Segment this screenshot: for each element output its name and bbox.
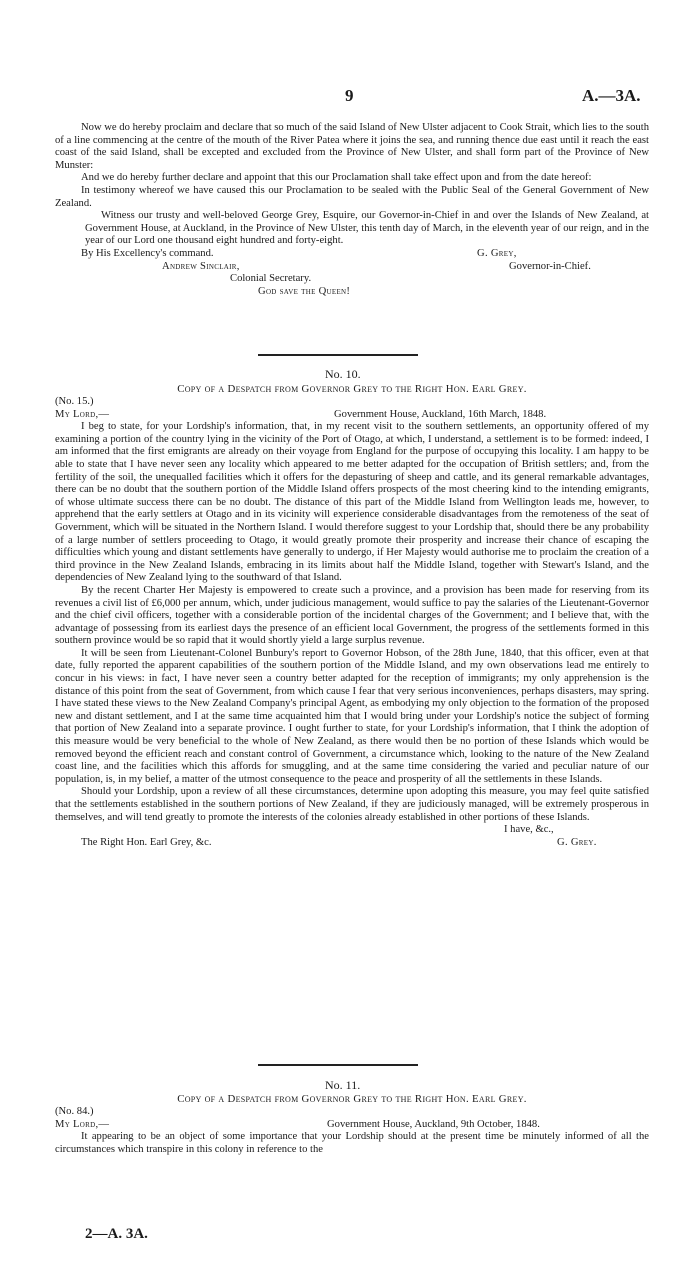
secretary-name: Andrew Sinclair, [162, 260, 240, 272]
despatch-paragraph: Should your Lordship, upon a review of all these circumstances, determine upon adopting this measure, you may feel quite satisfied that the settlements established in the southern portions of New Zealand, if they are judiciously managed, will be extremely prosperous in themselves, and will tend greatly to promote the interests of the colonies already established in other portions of these Islands. [55, 786, 649, 823]
place-date: Government House, Auckland, 16th March, 1848. [334, 408, 547, 420]
despatch-signer: G. Grey. [557, 836, 597, 848]
despatch-paragraph: It will be seen from Lieutenant-Colonel Bunbury's report to Governor Hobson, of the 28th June, 1840, that this officer, even at that date, fully reported the apparent capabilities of the southern portion of the Middle Island, and my own observations lead me entirely to concur in his views: in fact, I have never seen a country better adapted for the reception of immigrants; my only apprehension is the distance of this point from the seat of Government, from which cause I fear that very serious inconveniences, perhaps disasters, may spring. I have stated these views to the New Zealand Company's principal Agent, as embodying my only objection to the formation of the proposed new and distant settlement, and I at the same time acquainted him that I would bring under your Lordship's notice the subject of forming that portion of New Zealand into a separate province. I ought further to state, for your Lordship's information, that I think the adoption of this measure would be very beneficial to the whole of New Zealand, as there would then be no portion of these Islands which would be removed beyond the efficient reach and constant control of Government, a circumstance which, looking to the nature of the New Zealand coast line, and the facilities which this affords for smuggling, and at the same time considering the varied and peculiar nature of our population, is, in my belief, a matter of the utmost consequence to the peace and prosperity of all the settlements in these Islands. [55, 647, 649, 785]
signature-code: 2—A. 3A. [85, 1226, 148, 1242]
despatch-10-body [55, 396, 649, 849]
salutation: My Lord,— [55, 408, 110, 420]
proclamation-paragraph: Now we do hereby proclaim and declare that so much of the said Island of New Ulster adjacent to Cook Strait, which lies to the south of a line commencing at the centre of the mouth of the River Patea where it joins the sea, and running thence due east until it reach the east coast of the said Island, shall be excepted and excluded from the Province of New Ulster, and shall form part of the Province of New Munster: [55, 122, 649, 171]
proclamation-paragraph: And we do hereby further declare and appoint that this our Proclamation shall take effect upon and from the date hereof: [81, 172, 592, 184]
page-number: 9 [345, 86, 354, 105]
god-save-the-queen: God save the Queen! [258, 285, 351, 297]
despatch-reference: (No. 15.) [55, 396, 94, 407]
proclamation-signer: G. Grey, [477, 247, 517, 259]
witness-paragraph: Witness our trusty and well-beloved George Grey, Esquire, our Governor-in-Chief in and over the Islands of New Zealand, at Government House, at Auckland, in the Province of New Ulster, this tenth day of March, in the eleventh year of our reign, and in the year of our Lord one thousand eight hundred and forty-eight. [85, 210, 649, 247]
salutation: My Lord,— [55, 1118, 110, 1130]
section-divider [258, 1064, 418, 1066]
despatch-paragraph: It appearing to be an object of some importance that your Lordship should at the present time be minutely informed of all the circumstances which transpire in this colony in reference to the [55, 1131, 649, 1155]
despatch-11-body [55, 1106, 649, 1156]
despatch-number: No. 10. [325, 367, 361, 381]
despatch-number: No. 11. [325, 1078, 361, 1092]
proclamation-paragraph: In testimony whereof we have caused this our Proclamation to be sealed with the Public Seal of the General Government of New Zealand. [55, 184, 649, 209]
by-command: By His Excellency's command. [81, 247, 214, 259]
despatch-paragraph: By the recent Charter Her Majesty is empowered to create such a province, and a provision has been made for reserving from its revenues a civil list of £6,000 per annum, which, under judicious management, would suffice to pay the salaries of the Lieutenant-Governor and the chief civil officers, together with a considerable portion of the incidental charges of the Government; and I believe that, with the advantage of possessing from its earliest days the presence of an efficient local Government, the progress of the settlements formed in this southern province would be so rapid that it would shortly yield a large surplus revenue. [55, 584, 649, 647]
section-divider [258, 354, 418, 356]
place-date: Government House, Auckland, 9th October, 1848. [327, 1118, 540, 1130]
despatch-paragraph: I beg to state, for your Lordship's information, that, in my recent visit to the southern settlements, an opportunity offered of my examining a portion of the country lying in the vicinity of the Port of Otago, at which, I understand, a settlement is to be formed: indeed, I am informed that the first emigrants are already on their voyage from England for the purpose of occupying this locality. I am happy to be able to state that I have never seen any locality which appeared to me better adapted for the occupation of British settlers; and, from the fertility of the soil, the unequalled facilities which it offers for the depasturing of sheep and cattle, and its general remarkable advantages, there can be no doubt that the southern portion of the Middle Island offers prospects of the most cheering kind to the intending emigrants, of whose ultimate success there can be no doubt. The distance of this part of the Middle Island from Wellington leads me, however, to apprehend that the early settlers at Otago and in its vicinity will experience considerable disadvantages from the remoteness of the seat of Government, which will be situated in the Northern Island. I would therefore suggest to your Lordship that, should there be any probability of a large number of settlers proceeding to Otago, it would greatly promote their prosperity and increase their chance of escaping the difficulties which young and distant settlements have generally to undergo, if Her Majesty would authorise me to proclaim the creation of a third province in the New Zealand Islands, embracing in its limits about half the Middle Island, together with Stewart's Island, and the dependencies of New Zealand lying to the southward of that Island. [55, 421, 649, 584]
despatch-title: Copy of a Despatch from Governor Grey to the Right Hon. Earl Grey. [177, 383, 527, 395]
addressee: The Right Hon. Earl Grey, &c. [81, 836, 212, 848]
document-code: A.—3A. [582, 86, 641, 105]
closing: I have, &c., [504, 824, 554, 836]
despatch-title: Copy of a Despatch from Governor Grey to the Right Hon. Earl Grey. [177, 1093, 527, 1105]
despatch-reference: (No. 84.) [55, 1106, 94, 1117]
proclamation-section [55, 122, 649, 298]
signer-title: Governor-in-Chief. [509, 260, 591, 272]
secretary-title: Colonial Secretary. [230, 273, 312, 285]
